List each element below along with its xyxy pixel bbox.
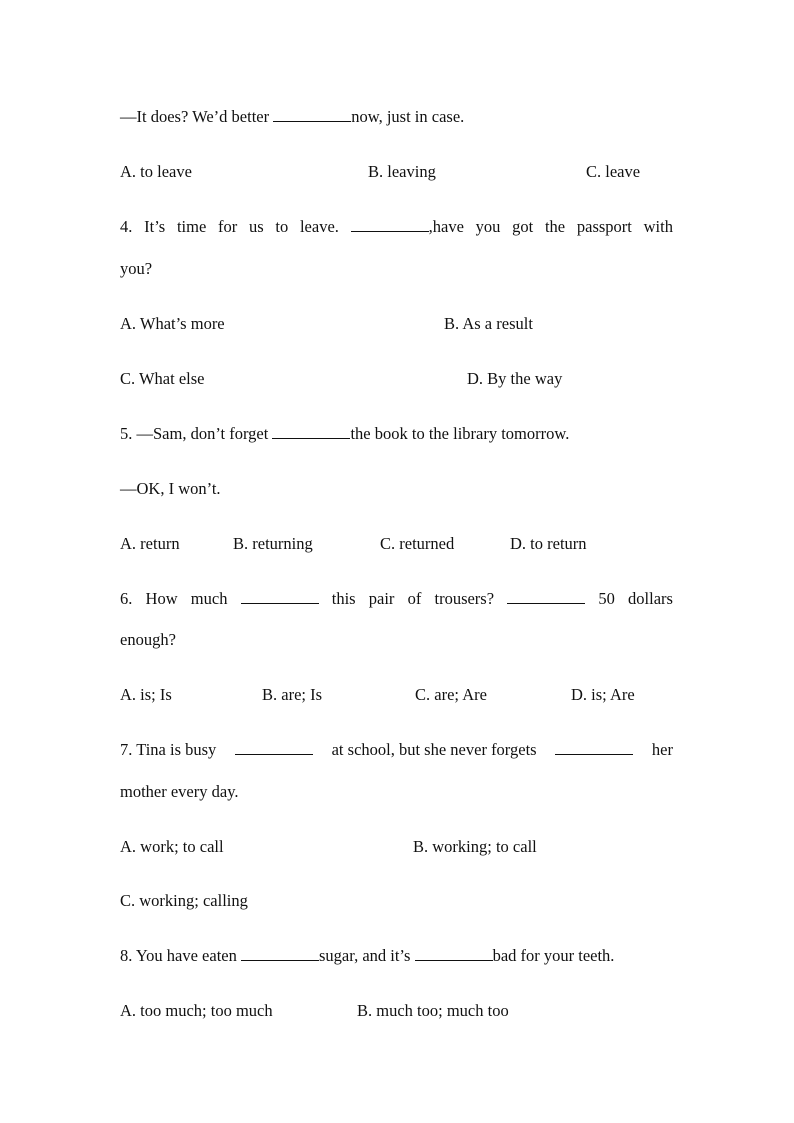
q6-stem-line2	[120, 629, 673, 651]
q4-line2: you?	[120, 259, 153, 278]
q3-options	[120, 161, 673, 183]
q6-word: dollars	[628, 589, 673, 608]
q3-option-a[interactable]: A. to leave	[120, 162, 192, 181]
q4-word: with	[643, 217, 673, 236]
q5-option-c[interactable]: C. returned	[380, 534, 455, 553]
q5-reply	[120, 478, 673, 500]
q4-word: ,have	[428, 217, 464, 236]
q6-word: 50	[598, 589, 615, 608]
q7-options-row1	[120, 836, 673, 858]
q8-blank-1[interactable]	[241, 945, 319, 961]
q6-word: trousers?	[434, 589, 495, 608]
q7-stem-line2	[120, 781, 673, 803]
q7-line2: mother every day.	[120, 782, 239, 801]
q6-blank-1[interactable]	[241, 588, 319, 604]
q7-part-c: her	[651, 740, 673, 759]
q4-word: got	[512, 217, 534, 236]
q4-option-a[interactable]: A. What’s more	[120, 314, 225, 333]
q4-word: us	[248, 217, 264, 236]
q4-word: leave.	[299, 217, 339, 236]
q8-stem-a: 8. You have eaten	[120, 946, 241, 965]
q5-options	[120, 533, 673, 555]
q6-word: this	[331, 589, 356, 608]
q3-dialog	[120, 106, 673, 128]
q8-option-a[interactable]: A. too much; too much	[120, 1001, 273, 1020]
q7-stem-line1	[120, 739, 673, 761]
q7-option-b[interactable]: B. working; to call	[413, 837, 537, 856]
q6-option-c[interactable]: C. are; Are	[415, 685, 487, 704]
q7-part-a: 7. Tina is busy	[120, 740, 217, 759]
q6-option-d[interactable]: D. is; Are	[571, 685, 635, 704]
q8-stem	[120, 945, 673, 967]
q7-option-c[interactable]: C. working; calling	[120, 891, 248, 910]
q3-option-c[interactable]: C. leave	[586, 162, 641, 181]
q4-options-row1	[120, 313, 673, 335]
q6-word: much	[190, 589, 228, 608]
q8-blank-2[interactable]	[415, 945, 493, 961]
q4-word: you	[475, 217, 501, 236]
q4-word: to	[275, 217, 289, 236]
q4-option-c[interactable]: C. What else	[120, 369, 205, 388]
q7-blank-2[interactable]	[555, 739, 633, 755]
q4-stem-line1	[120, 216, 673, 238]
q4-word: time	[176, 217, 207, 236]
q4-options-row2	[120, 368, 673, 390]
q8-stem-b: sugar, and it’s	[318, 946, 415, 965]
q4-word: the	[544, 217, 566, 236]
q3-blank[interactable]	[273, 106, 351, 122]
q5-option-b[interactable]: B. returning	[233, 534, 313, 553]
q3-dialog-before: —It does? We’d better	[120, 107, 274, 126]
q6-word: 6.	[120, 589, 133, 608]
q5-reply-text: —OK, I won’t.	[120, 479, 221, 498]
q5-option-a[interactable]: A. return	[120, 534, 180, 553]
q7-options-row2	[120, 890, 673, 912]
q4-stem-line2	[120, 258, 673, 280]
q3-dialog-after: now, just in case.	[351, 107, 465, 126]
q8-option-b[interactable]: B. much too; much too	[357, 1001, 509, 1020]
q7-part-b: at school, but she never forgets	[331, 740, 537, 759]
q7-option-a[interactable]: A. work; to call	[120, 837, 224, 856]
q6-option-b[interactable]: B. are; Is	[262, 685, 323, 704]
q6-option-a[interactable]: A. is; Is	[120, 685, 172, 704]
q5-stem-before: 5. —Sam, don’t forget	[120, 424, 273, 443]
q4-word: 4.	[120, 217, 133, 236]
q8-stem-c: bad for your teeth.	[492, 946, 615, 965]
q5-stem-after: the book to the library tomorrow.	[350, 424, 570, 443]
q4-option-b[interactable]: B. As a result	[444, 314, 533, 333]
q6-line2: enough?	[120, 630, 176, 649]
q3-option-b[interactable]: B. leaving	[368, 162, 436, 181]
q6-word: of	[407, 589, 422, 608]
q5-option-d[interactable]: D. to return	[510, 534, 587, 553]
q4-word: passport	[576, 217, 632, 236]
q5-stem	[120, 423, 673, 445]
q6-stem-line1	[120, 588, 673, 610]
q4-option-d[interactable]: D. By the way	[467, 369, 563, 388]
q8-options	[120, 1000, 673, 1022]
q4-blank[interactable]	[351, 216, 429, 232]
q5-blank[interactable]	[272, 423, 350, 439]
q4-word: It’s	[144, 217, 166, 236]
q6-word: pair	[368, 589, 395, 608]
q4-word: for	[218, 217, 238, 236]
q6-options	[120, 684, 673, 706]
q6-blank-2[interactable]	[507, 588, 585, 604]
q6-word: How	[145, 589, 178, 608]
q7-blank-1[interactable]	[235, 739, 313, 755]
